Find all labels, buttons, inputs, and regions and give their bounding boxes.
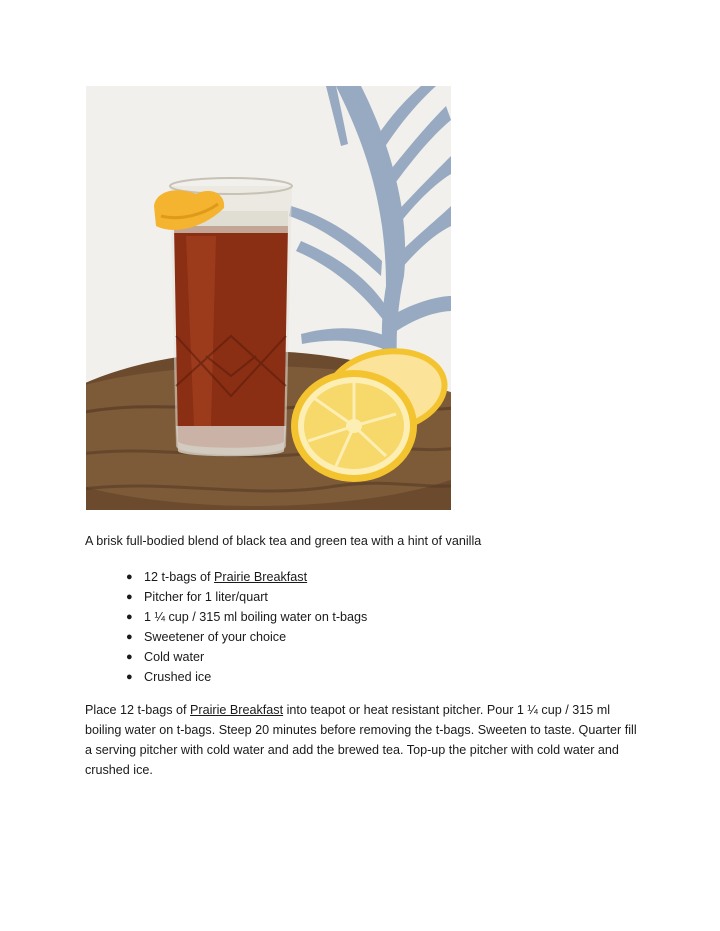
ingredient-text: Cold water [144, 650, 205, 664]
prairie-breakfast-link[interactable]: Prairie Breakfast [190, 703, 284, 717]
instructions-text-start: Place 12 t-bags of [85, 703, 191, 717]
bullet-icon: ● [126, 631, 133, 643]
tea-description: A brisk full-bodied blend of black tea and green tea with a hint of vanilla [85, 534, 482, 548]
list-item [122, 567, 367, 587]
bullet-icon: ● [126, 671, 133, 683]
list-item [122, 587, 367, 607]
ingredient-text: 1 ¼ cup / 315 ml boiling water on t-bags [144, 610, 368, 624]
photo-illustration [86, 86, 451, 510]
brewing-instructions [85, 700, 645, 780]
list-item [122, 627, 367, 647]
list-item [122, 647, 367, 667]
instructions-paragraph [85, 700, 645, 780]
prairie-breakfast-link[interactable]: Prairie Breakfast [214, 570, 308, 584]
bullet-icon: ● [126, 591, 133, 603]
ingredient-text: Pitcher for 1 liter/quart [144, 590, 268, 604]
bullet-icon: ● [126, 651, 133, 663]
list-item [122, 607, 367, 627]
list-item [122, 667, 367, 687]
ingredient-list [122, 567, 367, 687]
bullet-icon: ● [126, 571, 133, 583]
ingredient-text: Sweetener of your choice [144, 630, 287, 644]
iced-tea-photo [86, 86, 451, 510]
instructions-text-rest: into teapot or heat resistant pitcher. Pour 1 ¼ cup / 315 ml boiling water on t-bags. Steep 20 minutes before removing the t-bags. Sweeten to taste. Quarter fill a serving pitcher with cold water and add the brewed tea. Top-up the pitcher with cold water and crushed ice. [85, 703, 637, 777]
bullet-icon: ● [126, 611, 133, 623]
ingredient-text: 12 t-bags of [144, 570, 215, 584]
ingredient-text: Crushed ice [144, 670, 212, 684]
